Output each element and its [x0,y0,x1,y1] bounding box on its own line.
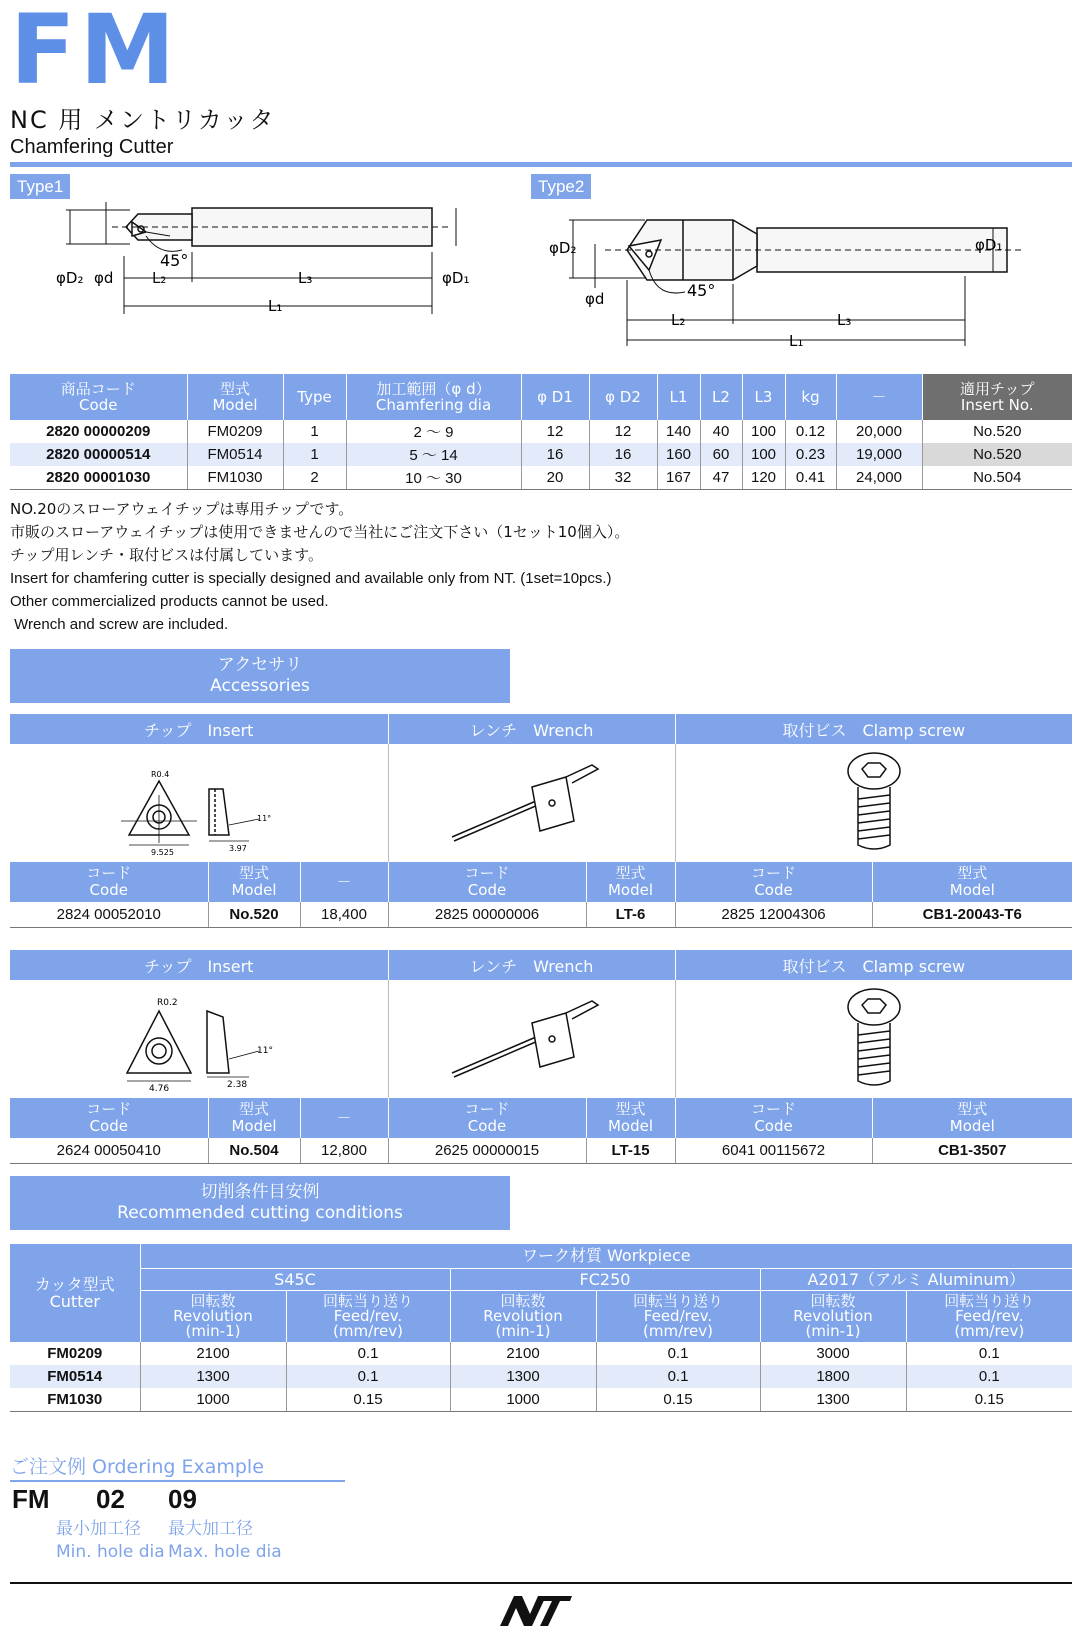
material-fc250: FC250 [450,1268,760,1290]
insert-radius-label: R0.2 [156,998,178,1008]
spec-header-l3: L3 [742,374,785,420]
spec-cell: 2820 00001030 [10,466,187,489]
spec-cell: 60 [700,443,742,466]
type1-l1-label: L₁ [268,297,283,315]
material-s45c: S45C [140,1268,450,1290]
spec-cell: 16 [521,443,589,466]
sub-code: コード Code [10,862,208,902]
spec-cell: 12 [589,420,657,443]
insert-model: No.520 [208,902,300,927]
spec-cell: 1 [283,443,346,466]
notes [10,498,629,636]
spec-cell: 16 [589,443,657,466]
spec-table [10,374,1072,490]
footer-divider [10,1582,1072,1584]
sub-code: コード Code [10,1098,208,1138]
spec-header-price: － [836,374,922,420]
cutting-heading: 切削条件目安例 Recommended cutting conditions [10,1176,510,1230]
type2-d2-label: φD₂ [549,239,577,257]
insert-price: 18,400 [300,902,388,927]
sub-model: 型式 Model [872,1098,1072,1138]
insert-price: 12,800 [300,1138,388,1163]
cutting-cell: 0.1 [978,1345,1000,1362]
type2-l3-label: L₃ [837,311,852,329]
header-divider [10,162,1072,167]
ordering-title: ご注文例 Ordering Example [10,1456,264,1478]
wrench-code: 2625 00000015 [388,1138,586,1163]
spec-cell: 0.23 [785,443,836,466]
type1-d-label: φd [94,269,114,287]
min-hole-caption: 最小加工径 Min. hole dia [56,1519,165,1562]
spec-cell: 0.12 [785,420,836,443]
insert-radius-label: R0.4 [150,770,170,779]
insert-code: 2624 00050410 [10,1138,208,1163]
sub-dash: － [300,862,388,902]
spec-cell: 120 [742,466,785,489]
screw-drawing-icon [834,745,914,857]
sub-code: コード Code [388,862,586,902]
wrench-code: 2825 00000006 [388,902,586,927]
insert-angle-label: 11° [256,814,271,823]
note-jp: 市販のスローアウェイチップは使用できませんので当社にご注文下さい（1セット10個入）。 [10,523,630,541]
order-code-max: 09 [168,1484,197,1514]
nt-logo-icon [496,1590,576,1630]
rev-header: 回転数 Revolution (min-1) [450,1290,596,1342]
cutting-cell: 2100 [450,1342,596,1365]
cutting-cell: 0.1 [906,1365,1072,1388]
table-row [10,1138,1072,1163]
note-jp: チップ用レンチ・取付ビスは付属しています。 [10,546,323,564]
spec-cell: 2 [283,466,346,489]
spec-cell: 47 [700,466,742,489]
cutting-cell: 3000 [760,1342,906,1365]
col-screw: 取付ビス Clamp screw [675,714,1072,744]
insert-angle-label: 11° [256,1046,273,1056]
accessory-table-1 [10,714,1072,928]
spec-cell: 32 [589,466,657,489]
spec-cell: 40 [700,420,742,443]
insert-image-cell [10,980,388,1098]
spec-cell: FM0514 [187,443,283,466]
spec-cell: 19,000 [836,443,922,466]
brand-text: NT [496,1590,498,1591]
screw-image-cell [675,980,1072,1098]
spec-cell: 2820 00000209 [10,420,187,443]
insert-thickness-label: 2.38 [226,1080,247,1090]
insert-image-cell [10,744,388,862]
type1-d1-label: φD₁ [442,269,470,287]
spec-cell: 140 [657,420,700,443]
wrench-image-cell [388,744,675,862]
type2-l1-label: L₁ [789,332,804,350]
insert-width-label: 9.525 [150,848,174,857]
sub-model: 型式 Model [586,1098,675,1138]
spec-cell: 2820 00000514 [10,443,187,466]
spec-cell: FM0209 [187,420,283,443]
accessory-table-2 [10,950,1072,1164]
spec-cell: No.520 [973,423,1022,440]
spec-header-d2: φ D2 [589,374,657,420]
order-code-model: FM [12,1484,50,1514]
note-en: Other commercialized products cannot be used. [10,593,329,610]
cutter-header: カッタ型式 Cutter [10,1244,140,1342]
sub-model: 型式 Model [208,862,300,902]
col-insert: チップ Insert [10,714,388,744]
sub-code: コード Code [675,1098,872,1138]
screw-image-cell [675,744,1072,862]
insert-width-label: 4.76 [148,1084,169,1094]
type2-d-label: φd [585,290,605,308]
rev-header: 回転数 Revolution (min-1) [140,1290,286,1342]
spec-header-model: 型式 Model [187,374,283,420]
sub-code: コード Code [675,862,872,902]
col-wrench: レンチ Wrench [388,950,675,980]
spec-cell: 24,000 [836,466,922,489]
title-japanese: NC 用 メントリカッタ [10,106,276,134]
type2-tag: Type2 [531,174,591,199]
type2-angle-label: 45° [687,281,716,300]
note-jp: NO.20のスローアウェイチップは専用チップです。 [10,500,354,518]
type2-d1-label: φD₁ [975,236,1003,254]
type1-l3-label: L₃ [298,269,313,287]
sub-model: 型式 Model [586,862,675,902]
spec-header-d1: φ D1 [521,374,589,420]
table-row [10,443,1072,466]
insert-drawing-icon [99,745,299,857]
cutting-cell: 0.15 [906,1388,1072,1411]
col-screw: 取付ビス Clamp screw [675,950,1072,980]
spec-header-insert: 適用チップ Insert No. [922,374,1072,420]
accessories-heading: アクセサリ Accessories [10,649,510,703]
cutting-cell: 0.1 [286,1365,450,1388]
spec-header-chamfer: 加工範囲（φ d） Chamfering dia [346,374,521,420]
wrench-model: LT-15 [586,1138,675,1163]
spec-cell: 1 [283,420,346,443]
cutting-cell: 0.15 [286,1388,450,1411]
type1-drawing [50,196,490,324]
spec-cell: No.504 [922,466,1072,489]
wrench-model: LT-6 [586,902,675,927]
cutting-cell: 0.1 [596,1365,760,1388]
feed-header: 回転当り送り Feed/rev. (mm/rev) [906,1290,1072,1342]
screw-model: CB1-20043-T6 [872,902,1072,927]
screw-code: 6041 00115672 [675,1138,872,1163]
note-en: Insert for chamfering cutter is specially designed and available only from NT. (1set=10pcs.) [10,570,612,587]
spec-header-type: Type [283,374,346,420]
type1-tag: Type1 [10,174,70,199]
col-wrench: レンチ Wrench [388,714,675,744]
spec-cell: 0.41 [785,466,836,489]
screw-drawing-icon [834,981,914,1093]
insert-model: No.504 [208,1138,300,1163]
spec-cell: 12 [521,420,589,443]
spec-cell: 100 [742,420,785,443]
screw-code: 2825 12004306 [675,902,872,927]
workpiece-header: ワーク材質 Workpiece [140,1244,1072,1268]
sub-code: コード Code [388,1098,586,1138]
spec-cell: 20 [521,466,589,489]
sub-dash: － [300,1098,388,1138]
cutting-cell: FM0514 [10,1365,140,1388]
spec-header-kg: kg [785,374,836,420]
material-a2017: A2017（アルミ Aluminum） [760,1268,1072,1290]
title-english: Chamfering Cutter [10,136,174,158]
order-code-min: 02 [96,1484,125,1514]
feed-header: 回転当り送り Feed/rev. (mm/rev) [286,1290,450,1342]
spec-cell: 160 [657,443,700,466]
cutting-cell: 1000 [140,1388,286,1411]
screw-model: CB1-3507 [872,1138,1072,1163]
insert-thickness-label: 3.97 [228,844,247,853]
table-row [10,1342,1072,1365]
table-row [10,466,1072,489]
spec-cell: No.520 [922,443,1072,466]
spec-cell: 100 [742,443,785,466]
spec-cell: 20,000 [836,420,922,443]
spec-cell: 2 ～ 9 [346,420,521,443]
spec-header-row [10,374,1072,420]
type1-d2-label: φD₂ [56,269,84,287]
table-row [10,1365,1072,1388]
spec-cell: 10 ～ 30 [346,466,521,489]
sub-model: 型式 Model [872,862,1072,902]
spec-cell: FM1030 [187,466,283,489]
cutting-cell: 1300 [140,1365,286,1388]
cutting-cell: 0.15 [596,1388,760,1411]
cutting-cell: 1300 [450,1365,596,1388]
feed-header: 回転当り送り Feed/rev. (mm/rev) [596,1290,760,1342]
type1-angle-label: 45° [160,251,189,270]
ordering-divider [10,1480,345,1482]
model-title: FM [10,0,180,106]
type1-l2-label: L₂ [152,269,167,287]
rev-header: 回転数 Revolution (min-1) [760,1290,906,1342]
type2-l2-label: L₂ [671,311,686,329]
cutting-cell: 0.1 [596,1342,760,1365]
cutting-cell: 1300 [760,1388,906,1411]
insert-code: 2824 00052010 [10,902,208,927]
cutting-cell: 1000 [450,1388,596,1411]
insert-drawing-icon [99,981,299,1093]
spec-header-code: 商品コード Code [10,374,187,420]
cutting-cell: 2100 [140,1342,286,1365]
wrench-drawing-icon [432,987,632,1087]
table-row [10,902,1072,927]
cutting-cell: FM1030 [10,1388,140,1411]
wrench-drawing-icon [432,751,632,851]
table-row [10,420,1072,443]
type2-drawing [549,200,1045,360]
spec-cell: 5 ～ 14 [346,443,521,466]
max-hole-caption: 最大加工径 Max. hole dia [168,1519,282,1562]
spec-header-l1: L1 [657,374,700,420]
cutting-cell: 0.1 [286,1342,450,1365]
table-row [10,1388,1072,1411]
cutting-cell: FM0209 [10,1342,140,1365]
spec-header-l2: L2 [700,374,742,420]
cutting-cell: 1800 [760,1365,906,1388]
note-en: Wrench and screw are included. [10,616,229,633]
spec-cell: 167 [657,466,700,489]
cutting-table [10,1244,1072,1412]
col-insert: チップ Insert [10,950,388,980]
wrench-image-cell [388,980,675,1098]
sub-model: 型式 Model [208,1098,300,1138]
